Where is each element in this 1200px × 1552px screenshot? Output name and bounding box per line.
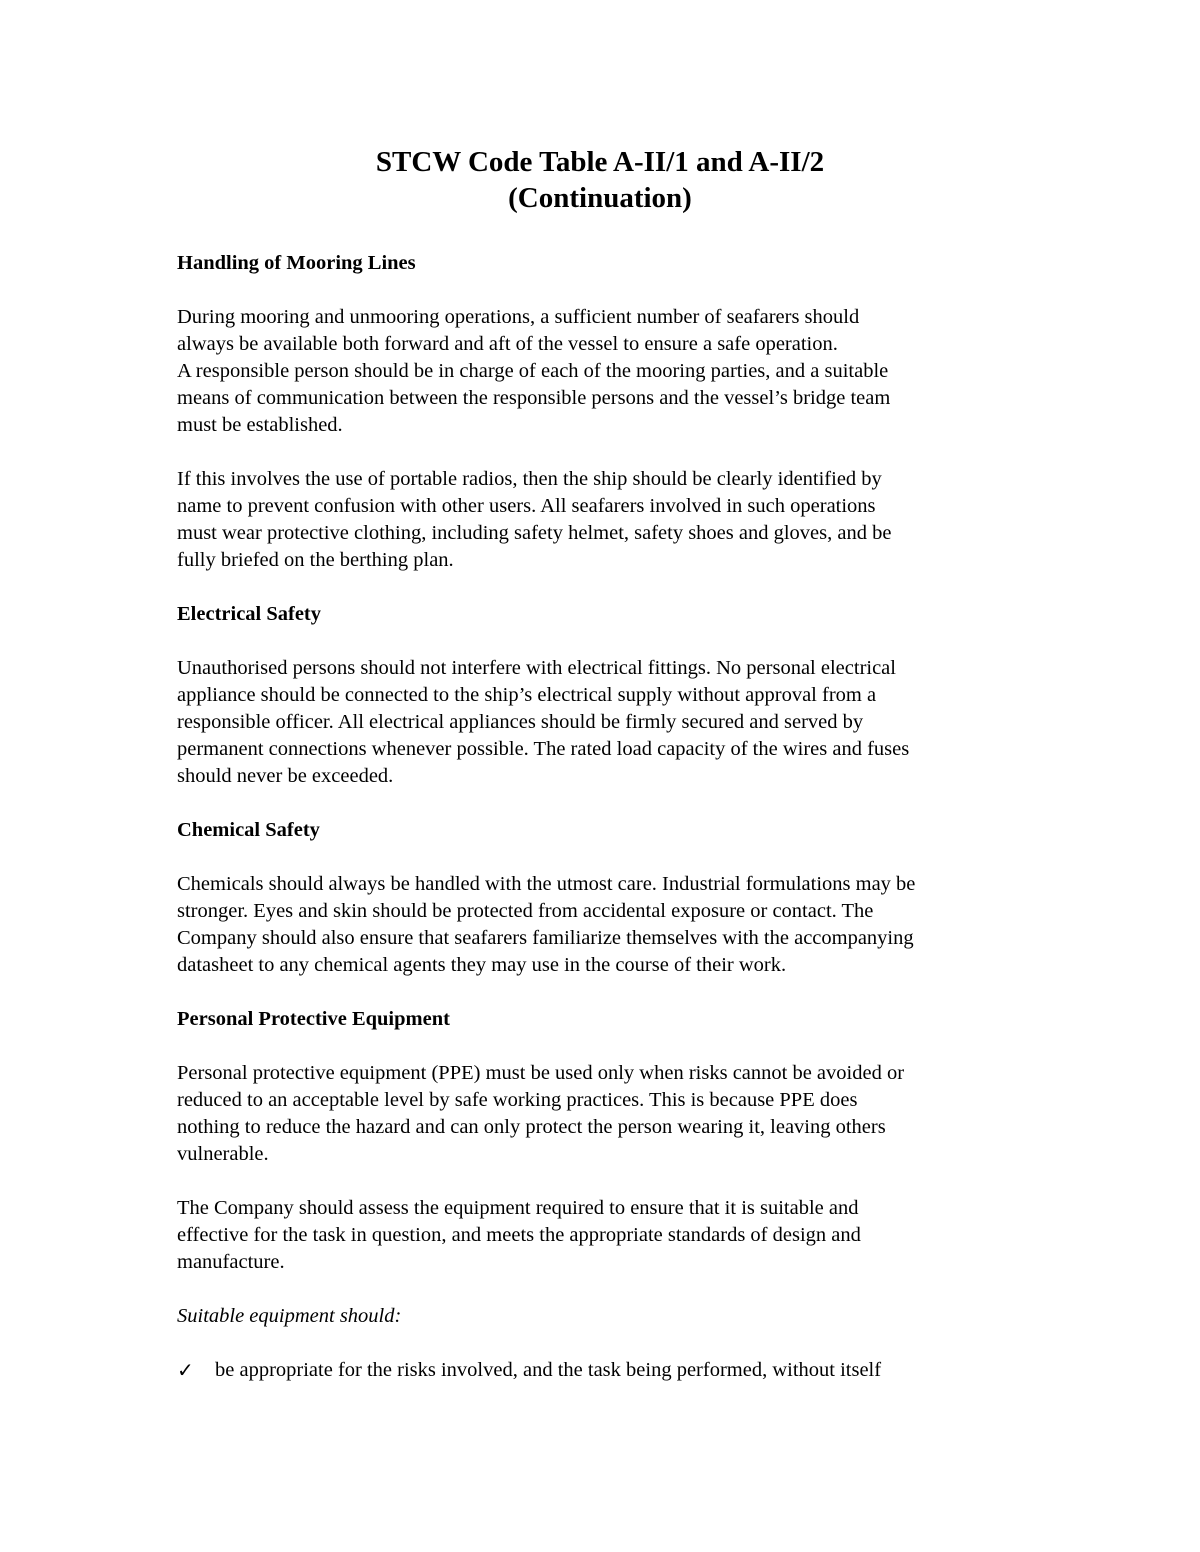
text-line: stronger. Eyes and skin should be protected from accidental exposure or contact. The: [177, 900, 874, 922]
text-line: The Company should assess the equipment required to ensure that it is suitable and: [177, 1197, 859, 1219]
paragraph-mooring-2: [177, 466, 1037, 574]
text-line: appliance should be connected to the ship’s electrical supply without approval from a: [177, 684, 877, 706]
text-line: vulnerable.: [177, 1143, 269, 1165]
text-line: responsible officer. All electrical appliances should be firmly secured and served by: [177, 711, 864, 733]
text-line: should never be exceeded.: [177, 765, 394, 787]
text-line: Chemicals should always be handled with the utmost care. Industrial formulations may be: [177, 873, 916, 895]
list-item-text: be appropriate for the risks involved, and the task being performed, without itself: [215, 1359, 882, 1381]
checkmark-icon: ✓: [177, 1358, 194, 1382]
text-line: must be established.: [177, 414, 343, 436]
text-line: Personal protective equipment (PPE) must be used only when risks cannot be avoided or: [177, 1062, 905, 1084]
text-line: manufacture.: [177, 1251, 285, 1273]
text-line: Company should also ensure that seafarers familiarize themselves with the accompanying: [177, 927, 914, 949]
text-line: Unauthorised persons should not interfere with electrical fittings. No personal electrical: [177, 657, 896, 679]
document-title: STCW Code Table A-II/1 and A-II/2: [375, 146, 825, 178]
checklist: [177, 1357, 1037, 1384]
section-heading-mooring: Handling of Mooring Lines: [177, 252, 416, 274]
text-line: fully briefed on the berthing plan.: [177, 549, 454, 571]
list-intro: Suitable equipment should:: [177, 1305, 402, 1327]
paragraph-ppe-1: [177, 1060, 1037, 1168]
text-line: datasheet to any chemical agents they may use in the course of their work.: [177, 954, 787, 976]
text-line: During mooring and unmooring operations, a sufficient number of seafarers should: [177, 306, 860, 328]
text-line: If this involves the use of portable radios, then the ship should be clearly identified by: [177, 468, 882, 490]
paragraph-ppe-2: [177, 1195, 1037, 1276]
paragraph-mooring-1: [177, 304, 1037, 439]
text-line: must wear protective clothing, including safety helmet, safety shoes and gloves, and be: [177, 522, 892, 544]
document-body: [177, 250, 1037, 1384]
text-line: always be available both forward and aft of the vessel to ensure a safe operation.: [177, 333, 838, 355]
text-line: nothing to reduce the hazard and can only protect the person wearing it, leaving others: [177, 1116, 886, 1138]
document-subtitle: (Continuation): [508, 182, 692, 214]
text-line: reduced to an acceptable level by safe working practices. This is because PPE does: [177, 1089, 858, 1111]
section-heading-ppe: Personal Protective Equipment: [177, 1008, 450, 1030]
text-line: means of communication between the responsible persons and the vessel’s bridge team: [177, 387, 891, 409]
list-item: [177, 1357, 1037, 1384]
text-line: A responsible person should be in charge of each of the mooring parties, and a suitable: [177, 360, 889, 382]
section-heading-electrical: Electrical Safety: [177, 603, 322, 625]
text-line: effective for the task in question, and meets the appropriate standards of design and: [177, 1224, 861, 1246]
text-line: permanent connections whenever possible. The rated load capacity of the wires and fuses: [177, 738, 910, 760]
paragraph-chemical-1: [177, 871, 1037, 979]
text-line: name to prevent confusion with other users. All seafarers involved in such operations: [177, 495, 876, 517]
section-heading-chemical: Chemical Safety: [177, 819, 320, 841]
paragraph-electrical-1: [177, 655, 1037, 790]
